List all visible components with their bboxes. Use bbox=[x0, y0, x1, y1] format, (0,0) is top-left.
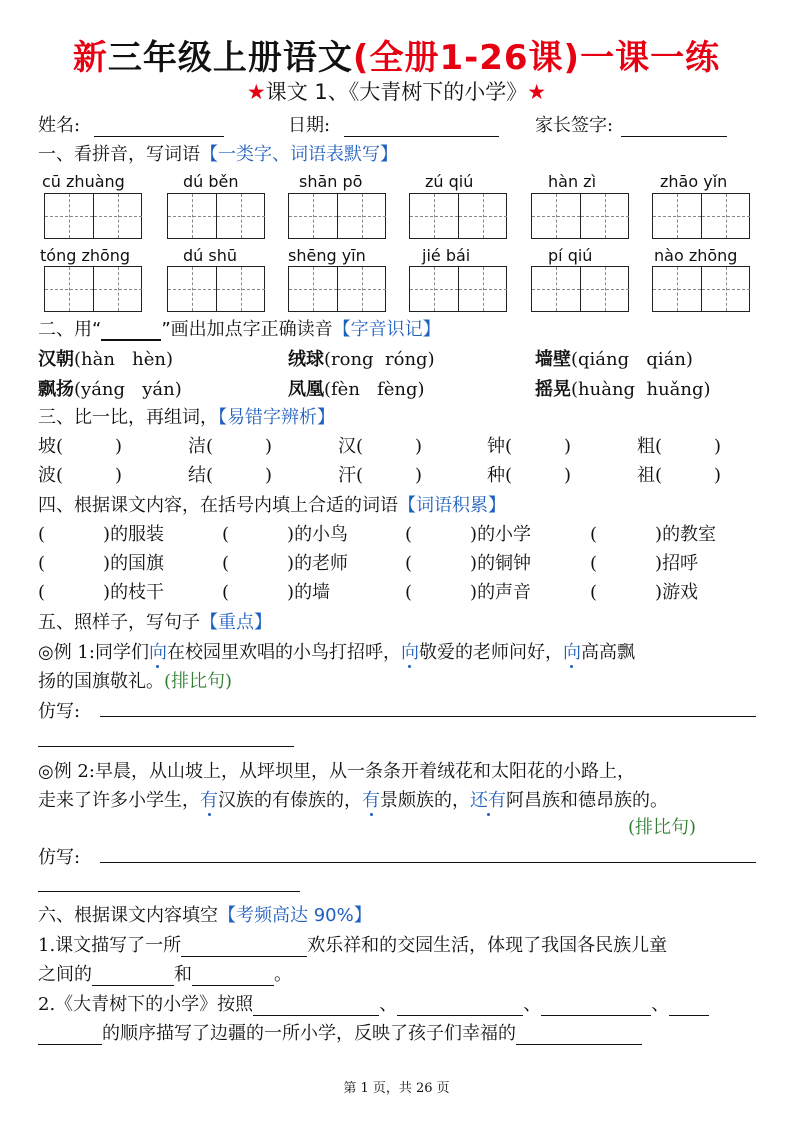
fill-word: 的教室 bbox=[662, 524, 717, 545]
fill-item[interactable] bbox=[405, 578, 531, 604]
dotted-word: 向 bbox=[562, 642, 581, 663]
section-1-label: 一、看拼音，写词语 bbox=[38, 144, 200, 165]
section-4-tag: 【词语积累】 bbox=[398, 495, 506, 516]
writing-grid[interactable] bbox=[652, 266, 750, 312]
text: 。 bbox=[274, 964, 292, 985]
text: 、 bbox=[379, 994, 398, 1015]
open-paren: ( bbox=[405, 553, 413, 574]
writing-grid[interactable] bbox=[409, 266, 507, 312]
question-1-line-2 bbox=[38, 960, 292, 986]
date-line[interactable] bbox=[344, 118, 499, 137]
text: 汉族的有傣族的， bbox=[218, 790, 362, 811]
open-paren: ( bbox=[222, 582, 230, 603]
close-paren: ) bbox=[103, 524, 111, 545]
blank[interactable] bbox=[92, 967, 174, 986]
example-1-line-2 bbox=[38, 667, 232, 693]
compare-char: 汉( bbox=[338, 436, 364, 457]
compare-item[interactable] bbox=[338, 432, 422, 458]
parent-label: 家长签字: bbox=[535, 115, 614, 136]
text: 阿昌族和德昂族的。 bbox=[506, 790, 668, 811]
open-paren: ( bbox=[405, 524, 413, 545]
compare-char: 洁( bbox=[188, 436, 214, 457]
title-part3: (全册1-26课)一课一练 bbox=[352, 38, 721, 78]
underline-sample bbox=[101, 327, 161, 341]
blank[interactable] bbox=[192, 967, 274, 986]
answer-line[interactable] bbox=[100, 862, 756, 863]
writing-grid[interactable] bbox=[167, 193, 265, 239]
blank[interactable] bbox=[181, 938, 307, 957]
section-3-tag: 【易错字辨析】 bbox=[218, 407, 335, 428]
close-paren: ) bbox=[103, 582, 111, 603]
compare-item[interactable] bbox=[188, 432, 272, 458]
parent-line[interactable] bbox=[621, 118, 727, 137]
compare-item[interactable] bbox=[38, 432, 122, 458]
item-pinyin: (qiáng qián) bbox=[571, 349, 693, 370]
example-1-line-1 bbox=[38, 638, 635, 664]
open-paren: ( bbox=[38, 582, 46, 603]
text: 扬的国旗敬礼。 bbox=[38, 671, 164, 692]
fill-word: 的枝干 bbox=[110, 582, 165, 603]
pinyin-label: cū zhuàng bbox=[42, 172, 125, 191]
dotted-word: 向 bbox=[400, 642, 419, 663]
pinyin-label: pí qiú bbox=[548, 246, 593, 265]
close-paren: ) bbox=[564, 436, 572, 457]
fill-item[interactable] bbox=[38, 578, 164, 604]
text: 、 bbox=[651, 994, 670, 1015]
compare-item[interactable] bbox=[487, 432, 571, 458]
close-paren: ) bbox=[265, 465, 273, 486]
section-1-tag: 【一类字、词语表默写】 bbox=[200, 144, 398, 165]
pinyin-label: nào zhōng bbox=[654, 246, 738, 265]
close-paren: ) bbox=[287, 524, 295, 545]
text: 在校园里欢唱的小鸟打招呼， bbox=[166, 642, 401, 663]
compare-char: 种( bbox=[487, 465, 513, 486]
fill-word: 游戏 bbox=[662, 582, 699, 603]
page-number: 第 1 页，共 26 页 bbox=[343, 1081, 450, 1096]
answer-line[interactable] bbox=[100, 716, 756, 717]
fill-word: 的国旗 bbox=[110, 553, 165, 574]
fill-item[interactable] bbox=[590, 578, 698, 604]
pinyin-label: dú běn bbox=[183, 172, 239, 191]
answer-line[interactable] bbox=[38, 746, 294, 747]
pronunciation-item[interactable] bbox=[288, 375, 425, 401]
compare-char: 坡( bbox=[38, 436, 64, 457]
item-pinyin: (rong róng) bbox=[324, 349, 435, 370]
item-word: 汉朝 bbox=[38, 349, 74, 370]
blank[interactable] bbox=[253, 997, 379, 1016]
compare-char: 汗( bbox=[338, 465, 364, 486]
item-pinyin: (hàn hèn) bbox=[74, 349, 173, 370]
close-paren: ) bbox=[470, 582, 478, 603]
writing-grid[interactable] bbox=[409, 193, 507, 239]
compare-item[interactable] bbox=[38, 461, 122, 487]
fill-item[interactable] bbox=[405, 520, 531, 546]
dotted-word: 还有 bbox=[470, 790, 506, 811]
section-3-label: 三、比一比，再组词， bbox=[38, 407, 218, 428]
text: 2.《大青树下的小学》按照 bbox=[38, 994, 254, 1015]
close-paren: ) bbox=[287, 582, 295, 603]
fill-item[interactable] bbox=[38, 549, 164, 575]
text: ◎例 1:同学们 bbox=[38, 642, 149, 663]
fill-item[interactable] bbox=[405, 549, 531, 575]
section-3-heading bbox=[38, 403, 335, 429]
close-paren: ) bbox=[470, 524, 478, 545]
open-paren: ( bbox=[590, 553, 598, 574]
title-part1: 新 bbox=[72, 38, 108, 78]
writing-grid[interactable] bbox=[288, 266, 386, 312]
writing-grid[interactable] bbox=[288, 193, 386, 239]
section-5-label: 五、照样子，写句子 bbox=[38, 612, 200, 633]
date-label: 日期: bbox=[288, 115, 331, 136]
pinyin-label: hàn zì bbox=[548, 172, 597, 191]
date-field bbox=[288, 111, 499, 137]
fill-item[interactable] bbox=[590, 520, 716, 546]
section-2-label-b: ”画出加点字正确读音 bbox=[161, 319, 333, 340]
compare-char: 波( bbox=[38, 465, 64, 486]
open-paren: ( bbox=[405, 582, 413, 603]
pronunciation-item[interactable] bbox=[38, 375, 182, 401]
blank[interactable] bbox=[669, 997, 709, 1016]
pronunciation-item[interactable] bbox=[535, 375, 711, 401]
open-paren: ( bbox=[590, 582, 598, 603]
open-paren: ( bbox=[222, 524, 230, 545]
fill-word: 的小鸟 bbox=[294, 524, 349, 545]
dotted-word: 向 bbox=[148, 642, 167, 663]
compare-char: 钟( bbox=[487, 436, 513, 457]
writing-grid[interactable] bbox=[531, 266, 629, 312]
pronunciation-item[interactable] bbox=[38, 345, 173, 371]
blank[interactable] bbox=[541, 997, 651, 1016]
text: 的顺序描写了边疆的一所小学，反映了孩子们幸福的 bbox=[102, 1023, 516, 1044]
example-2-line-2 bbox=[38, 786, 668, 812]
compare-char: 粗( bbox=[637, 436, 663, 457]
sentence-type-note: (排比句) bbox=[628, 817, 697, 838]
dotted-word: 有 bbox=[200, 790, 218, 811]
text: 、 bbox=[523, 994, 542, 1015]
text: 欢乐祥和的交园生活，体现了我国各民族儿童 bbox=[307, 935, 668, 956]
blank[interactable] bbox=[38, 1026, 102, 1045]
parent-sign-field bbox=[535, 111, 727, 137]
open-paren: ( bbox=[222, 553, 230, 574]
pinyin-label: tóng zhōng bbox=[40, 246, 131, 265]
blank[interactable] bbox=[516, 1026, 642, 1045]
item-word: 绒球 bbox=[288, 349, 324, 370]
section-5-tag: 【重点】 bbox=[200, 612, 272, 633]
question-1-line-1 bbox=[38, 931, 667, 957]
fill-word: 的老师 bbox=[294, 553, 349, 574]
fill-item[interactable] bbox=[222, 520, 348, 546]
text: 高高飘 bbox=[580, 642, 635, 663]
open-paren: ( bbox=[38, 553, 46, 574]
section-4-heading bbox=[38, 491, 506, 517]
section-2-tag: 【字音识记】 bbox=[332, 319, 441, 340]
section-6-label: 六、根据课文内容填空 bbox=[38, 905, 218, 926]
fill-item[interactable] bbox=[590, 549, 698, 575]
close-paren: ) bbox=[714, 465, 722, 486]
sentence-type-note: (排比句) bbox=[164, 671, 233, 692]
imitate-label: 仿写: bbox=[38, 847, 81, 868]
fill-word: 招呼 bbox=[662, 553, 699, 574]
imitate-label: 仿写: bbox=[38, 701, 81, 722]
close-paren: ) bbox=[655, 582, 663, 603]
text: 走来了许多小学生， bbox=[38, 790, 200, 811]
fill-word: 的声音 bbox=[477, 582, 532, 603]
writing-grid[interactable] bbox=[652, 193, 750, 239]
name-field bbox=[38, 111, 224, 137]
item-word: 墙壁 bbox=[535, 349, 571, 370]
writing-grid[interactable] bbox=[167, 266, 265, 312]
compare-char: 结( bbox=[188, 465, 214, 486]
section-1-heading bbox=[38, 140, 398, 166]
close-paren: ) bbox=[415, 465, 423, 486]
close-paren: ) bbox=[415, 436, 423, 457]
pinyin-label: dú shū bbox=[183, 246, 237, 265]
close-paren: ) bbox=[103, 553, 111, 574]
section-4-label: 四、根据课文内容，在括号内填上合适的词语 bbox=[38, 495, 398, 516]
page-title bbox=[0, 30, 793, 79]
dotted-word: 有 bbox=[362, 790, 380, 811]
text: 景颇族的， bbox=[380, 790, 470, 811]
item-pinyin: (huàng huǎng) bbox=[571, 379, 711, 400]
open-paren: ( bbox=[590, 524, 598, 545]
example-2-line-1: ◎例 2:早晨，从山坡上，从坪坝里，从一条条开着绒花和太阳花的小路上， bbox=[38, 761, 635, 782]
text: 1.课文描写了一所 bbox=[38, 935, 182, 956]
close-paren: ) bbox=[470, 553, 478, 574]
lesson-name: 课文 1、《大青树下的小学》 bbox=[265, 80, 528, 104]
fill-word: 的墙 bbox=[294, 582, 331, 603]
fill-word: 的服装 bbox=[110, 524, 165, 545]
pinyin-label: shēng yīn bbox=[288, 246, 366, 265]
title-part2: 三年级上册语文 bbox=[107, 38, 353, 78]
close-paren: ) bbox=[714, 436, 722, 457]
item-word: 摇晃 bbox=[535, 379, 571, 400]
item-pinyin: (yáng yán) bbox=[74, 379, 182, 400]
section-2-label-a: 二、用“ bbox=[38, 319, 102, 340]
text: 和 bbox=[174, 964, 192, 985]
item-pinyin: (fèn fèng) bbox=[324, 379, 425, 400]
close-paren: ) bbox=[115, 436, 123, 457]
open-paren: ( bbox=[38, 524, 46, 545]
section-5-heading bbox=[38, 608, 272, 634]
name-line[interactable] bbox=[94, 118, 224, 137]
writing-grid[interactable] bbox=[44, 193, 142, 239]
fill-word: 的小学 bbox=[477, 524, 532, 545]
section-6-heading bbox=[38, 901, 372, 927]
star-icon: ★ bbox=[527, 80, 547, 104]
compare-item[interactable] bbox=[637, 461, 721, 487]
close-paren: ) bbox=[265, 436, 273, 457]
name-label: 姓名: bbox=[38, 115, 81, 136]
pronunciation-item[interactable] bbox=[288, 345, 435, 371]
close-paren: ) bbox=[287, 553, 295, 574]
lesson-subtitle bbox=[0, 76, 793, 106]
text: 之间的 bbox=[38, 964, 92, 985]
close-paren: ) bbox=[655, 524, 663, 545]
star-icon: ★ bbox=[246, 80, 266, 104]
answer-line[interactable] bbox=[38, 891, 300, 892]
blank[interactable] bbox=[397, 997, 523, 1016]
pinyin-label: zhāo yǐn bbox=[660, 172, 728, 191]
fill-item[interactable] bbox=[38, 520, 164, 546]
fill-word: 的铜钟 bbox=[477, 553, 532, 574]
writing-grid[interactable] bbox=[44, 266, 142, 312]
compare-item[interactable] bbox=[637, 432, 721, 458]
compare-item[interactable] bbox=[487, 461, 571, 487]
fill-item[interactable] bbox=[222, 578, 330, 604]
question-2-line-1 bbox=[38, 990, 709, 1016]
text: 敬爱的老师问好， bbox=[418, 642, 563, 663]
pinyin-label: shān pō bbox=[299, 172, 363, 191]
question-2-line-2 bbox=[38, 1019, 642, 1045]
compare-item[interactable] bbox=[188, 461, 272, 487]
item-word: 飘扬 bbox=[38, 379, 74, 400]
section-2-heading bbox=[38, 315, 441, 341]
section-6-tag: 【考频高达 90%】 bbox=[218, 905, 372, 926]
pinyin-label: jié bái bbox=[422, 246, 471, 265]
writing-grid[interactable] bbox=[531, 193, 629, 239]
compare-char: 祖( bbox=[637, 465, 663, 486]
close-paren: ) bbox=[564, 465, 572, 486]
pinyin-label: zú qiú bbox=[425, 172, 474, 191]
close-paren: ) bbox=[115, 465, 123, 486]
fill-item[interactable] bbox=[222, 549, 348, 575]
pronunciation-item[interactable] bbox=[535, 345, 693, 371]
compare-item[interactable] bbox=[338, 461, 422, 487]
close-paren: ) bbox=[655, 553, 663, 574]
item-word: 凤凰 bbox=[288, 379, 324, 400]
